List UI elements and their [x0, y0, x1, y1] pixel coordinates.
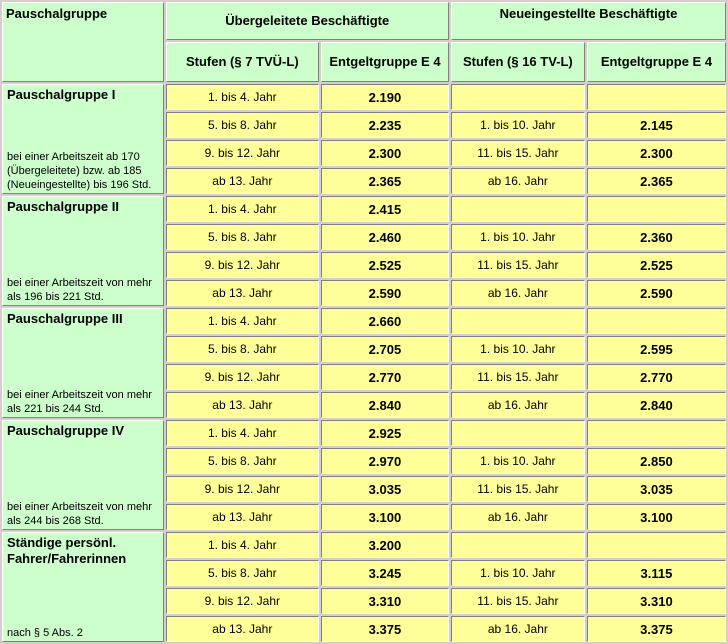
table-row [2, 420, 726, 446]
entgelt-neueingestellt-cell: 3.035 [587, 476, 726, 502]
stufe-neueingestellt-cell: ab 16. Jahr [451, 504, 585, 530]
stufe-neueingestellt-cell: ab 16. Jahr [451, 168, 585, 194]
stufe-uebergeleitet-cell: 1. bis 4. Jahr [166, 196, 319, 222]
group-note: bei einer Arbeitszeit von mehr als 196 bis 221 Std. [7, 277, 152, 303]
group-cell [2, 84, 164, 194]
stufe-neueingestellt-cell: 1. bis 10. Jahr [451, 112, 585, 138]
header-uebergeleitete: Übergeleitete Beschäftigte [166, 2, 449, 40]
entgelt-uebergeleitet-cell: 2.525 [321, 252, 449, 278]
entgelt-uebergeleitet-cell: 3.035 [321, 476, 449, 502]
entgelt-neueingestellt-cell: 2.840 [587, 392, 726, 418]
stufe-neueingestellt-cell: 11. bis 15. Jahr [451, 140, 585, 166]
header-stufen-tvl: Stufen (§ 16 TV-L) [451, 42, 585, 82]
entgelt-uebergeleitet-cell: 3.200 [321, 532, 449, 558]
header-neueingestellte: Neueingestellte Beschäftigte [451, 2, 726, 40]
stufe-neueingestellt-cell: 1. bis 10. Jahr [451, 448, 585, 474]
entgelt-neueingestellt-cell: 2.360 [587, 224, 726, 250]
entgelt-neueingestellt-cell: 2.145 [587, 112, 726, 138]
entgelt-neueingestellt-cell: 2.770 [587, 364, 726, 390]
stufe-uebergeleitet-cell: ab 13. Jahr [166, 280, 319, 306]
entgelt-uebergeleitet-cell: 3.245 [321, 560, 449, 586]
entgelt-uebergeleitet-cell: 2.415 [321, 196, 449, 222]
stufe-uebergeleitet-cell: 9. bis 12. Jahr [166, 252, 319, 278]
stufe-neueingestellt-cell: 11. bis 15. Jahr [451, 588, 585, 614]
entgelt-uebergeleitet-cell: 3.310 [321, 588, 449, 614]
group-note: bei einer Arbeitszeit von mehr als 244 bis 268 Std. [7, 501, 152, 527]
group-title: Pauschalgruppe IV [7, 423, 125, 438]
table-row [2, 196, 726, 222]
stufe-uebergeleitet-cell: 5. bis 8. Jahr [166, 448, 319, 474]
group-cell [2, 308, 164, 418]
group-note: bei einer Arbeitszeit ab 170 (Übergeleitete) bzw. ab 185 (Neueingestellte) bis 196 Std. [7, 151, 152, 191]
stufe-neueingestellt-cell: 11. bis 15. Jahr [451, 252, 585, 278]
group-title: Pauschalgruppe I [7, 87, 116, 102]
group-cell [2, 420, 164, 530]
entgelt-neueingestellt-cell: 2.590 [587, 280, 726, 306]
stufe-uebergeleitet-cell: 1. bis 4. Jahr [166, 308, 319, 334]
entgelt-neueingestellt-cell: 2.365 [587, 168, 726, 194]
stufe-neueingestellt-cell [451, 532, 585, 558]
entgelt-uebergeleitet-cell: 2.705 [321, 336, 449, 362]
stufe-uebergeleitet-cell: 9. bis 12. Jahr [166, 588, 319, 614]
stufe-uebergeleitet-cell: 5. bis 8. Jahr [166, 224, 319, 250]
stufe-uebergeleitet-cell: 1. bis 4. Jahr [166, 532, 319, 558]
stufe-neueingestellt-cell: ab 16. Jahr [451, 616, 585, 642]
header-pauschalgruppe: Pauschalgruppe [2, 2, 164, 82]
entgelt-neueingestellt-cell: 2.850 [587, 448, 726, 474]
stufe-uebergeleitet-cell: 9. bis 12. Jahr [166, 364, 319, 390]
entgelt-neueingestellt-cell: 3.115 [587, 560, 726, 586]
stufe-uebergeleitet-cell: ab 13. Jahr [166, 616, 319, 642]
entgelt-uebergeleitet-cell: 2.840 [321, 392, 449, 418]
stufe-uebergeleitet-cell: 5. bis 8. Jahr [166, 560, 319, 586]
stufe-neueingestellt-cell [451, 84, 585, 110]
entgelt-neueingestellt-cell: 2.525 [587, 252, 726, 278]
stufe-uebergeleitet-cell: 1. bis 4. Jahr [166, 420, 319, 446]
group-note: nach § 5 Abs. 2 [7, 627, 83, 639]
entgelt-uebergeleitet-cell: 3.375 [321, 616, 449, 642]
entgelt-neueingestellt-cell: 2.300 [587, 140, 726, 166]
entgelt-neueingestellt-cell: 3.310 [587, 588, 726, 614]
stufe-neueingestellt-cell [451, 196, 585, 222]
stufe-neueingestellt-cell: ab 16. Jahr [451, 280, 585, 306]
entgelt-neueingestellt-cell: 3.375 [587, 616, 726, 642]
entgelt-neueingestellt-cell [587, 84, 726, 110]
header-entgeltgruppe-neu: Entgeltgruppe E 4 [587, 42, 726, 82]
table-row [2, 84, 726, 110]
stufe-neueingestellt-cell: 1. bis 10. Jahr [451, 224, 585, 250]
entgelt-neueingestellt-cell: 2.595 [587, 336, 726, 362]
group-cell [2, 532, 164, 642]
entgelt-uebergeleitet-cell: 2.970 [321, 448, 449, 474]
stufe-neueingestellt-cell [451, 420, 585, 446]
entgelt-uebergeleitet-cell: 2.660 [321, 308, 449, 334]
table-row [2, 532, 726, 558]
stufe-uebergeleitet-cell: 1. bis 4. Jahr [166, 84, 319, 110]
entgelt-neueingestellt-cell [587, 532, 726, 558]
entgelt-uebergeleitet-cell: 2.235 [321, 112, 449, 138]
stufe-uebergeleitet-cell: ab 13. Jahr [166, 168, 319, 194]
group-title: Pauschalgruppe III [7, 311, 123, 326]
entgelt-neueingestellt-cell [587, 196, 726, 222]
group-note: bei einer Arbeitszeit von mehr als 221 bis 244 Std. [7, 389, 152, 415]
entgelt-uebergeleitet-cell: 2.190 [321, 84, 449, 110]
stufe-uebergeleitet-cell: ab 13. Jahr [166, 504, 319, 530]
stufe-neueingestellt-cell: ab 16. Jahr [451, 392, 585, 418]
entgelt-uebergeleitet-cell: 2.925 [321, 420, 449, 446]
header-entgeltgruppe-ue: Entgeltgruppe E 4 [321, 42, 449, 82]
stufe-neueingestellt-cell: 1. bis 10. Jahr [451, 336, 585, 362]
entgelt-neueingestellt-cell [587, 420, 726, 446]
entgelt-uebergeleitet-cell: 2.770 [321, 364, 449, 390]
stufe-uebergeleitet-cell: ab 13. Jahr [166, 392, 319, 418]
entgelt-uebergeleitet-cell: 2.365 [321, 168, 449, 194]
entgelt-uebergeleitet-cell: 3.100 [321, 504, 449, 530]
stufe-neueingestellt-cell: 11. bis 15. Jahr [451, 364, 585, 390]
group-title: Pauschalgruppe II [7, 199, 119, 214]
header-stufen-tvue: Stufen (§ 7 TVÜ-L) [166, 42, 319, 82]
entgelt-uebergeleitet-cell: 2.460 [321, 224, 449, 250]
entgelt-uebergeleitet-cell: 2.300 [321, 140, 449, 166]
stufe-neueingestellt-cell: 1. bis 10. Jahr [451, 560, 585, 586]
table-row [2, 308, 726, 334]
stufe-uebergeleitet-cell: 9. bis 12. Jahr [166, 140, 319, 166]
stufe-uebergeleitet-cell: 5. bis 8. Jahr [166, 112, 319, 138]
stufe-uebergeleitet-cell: 9. bis 12. Jahr [166, 476, 319, 502]
group-title: Ständige persönl. Fahrer/Fahrerinnen [7, 535, 127, 566]
entgelt-neueingestellt-cell: 3.100 [587, 504, 726, 530]
entgelt-uebergeleitet-cell: 2.590 [321, 280, 449, 306]
group-cell [2, 196, 164, 306]
stufe-neueingestellt-cell [451, 308, 585, 334]
stufe-uebergeleitet-cell: 5. bis 8. Jahr [166, 336, 319, 362]
entgelt-neueingestellt-cell [587, 308, 726, 334]
stufe-neueingestellt-cell: 11. bis 15. Jahr [451, 476, 585, 502]
